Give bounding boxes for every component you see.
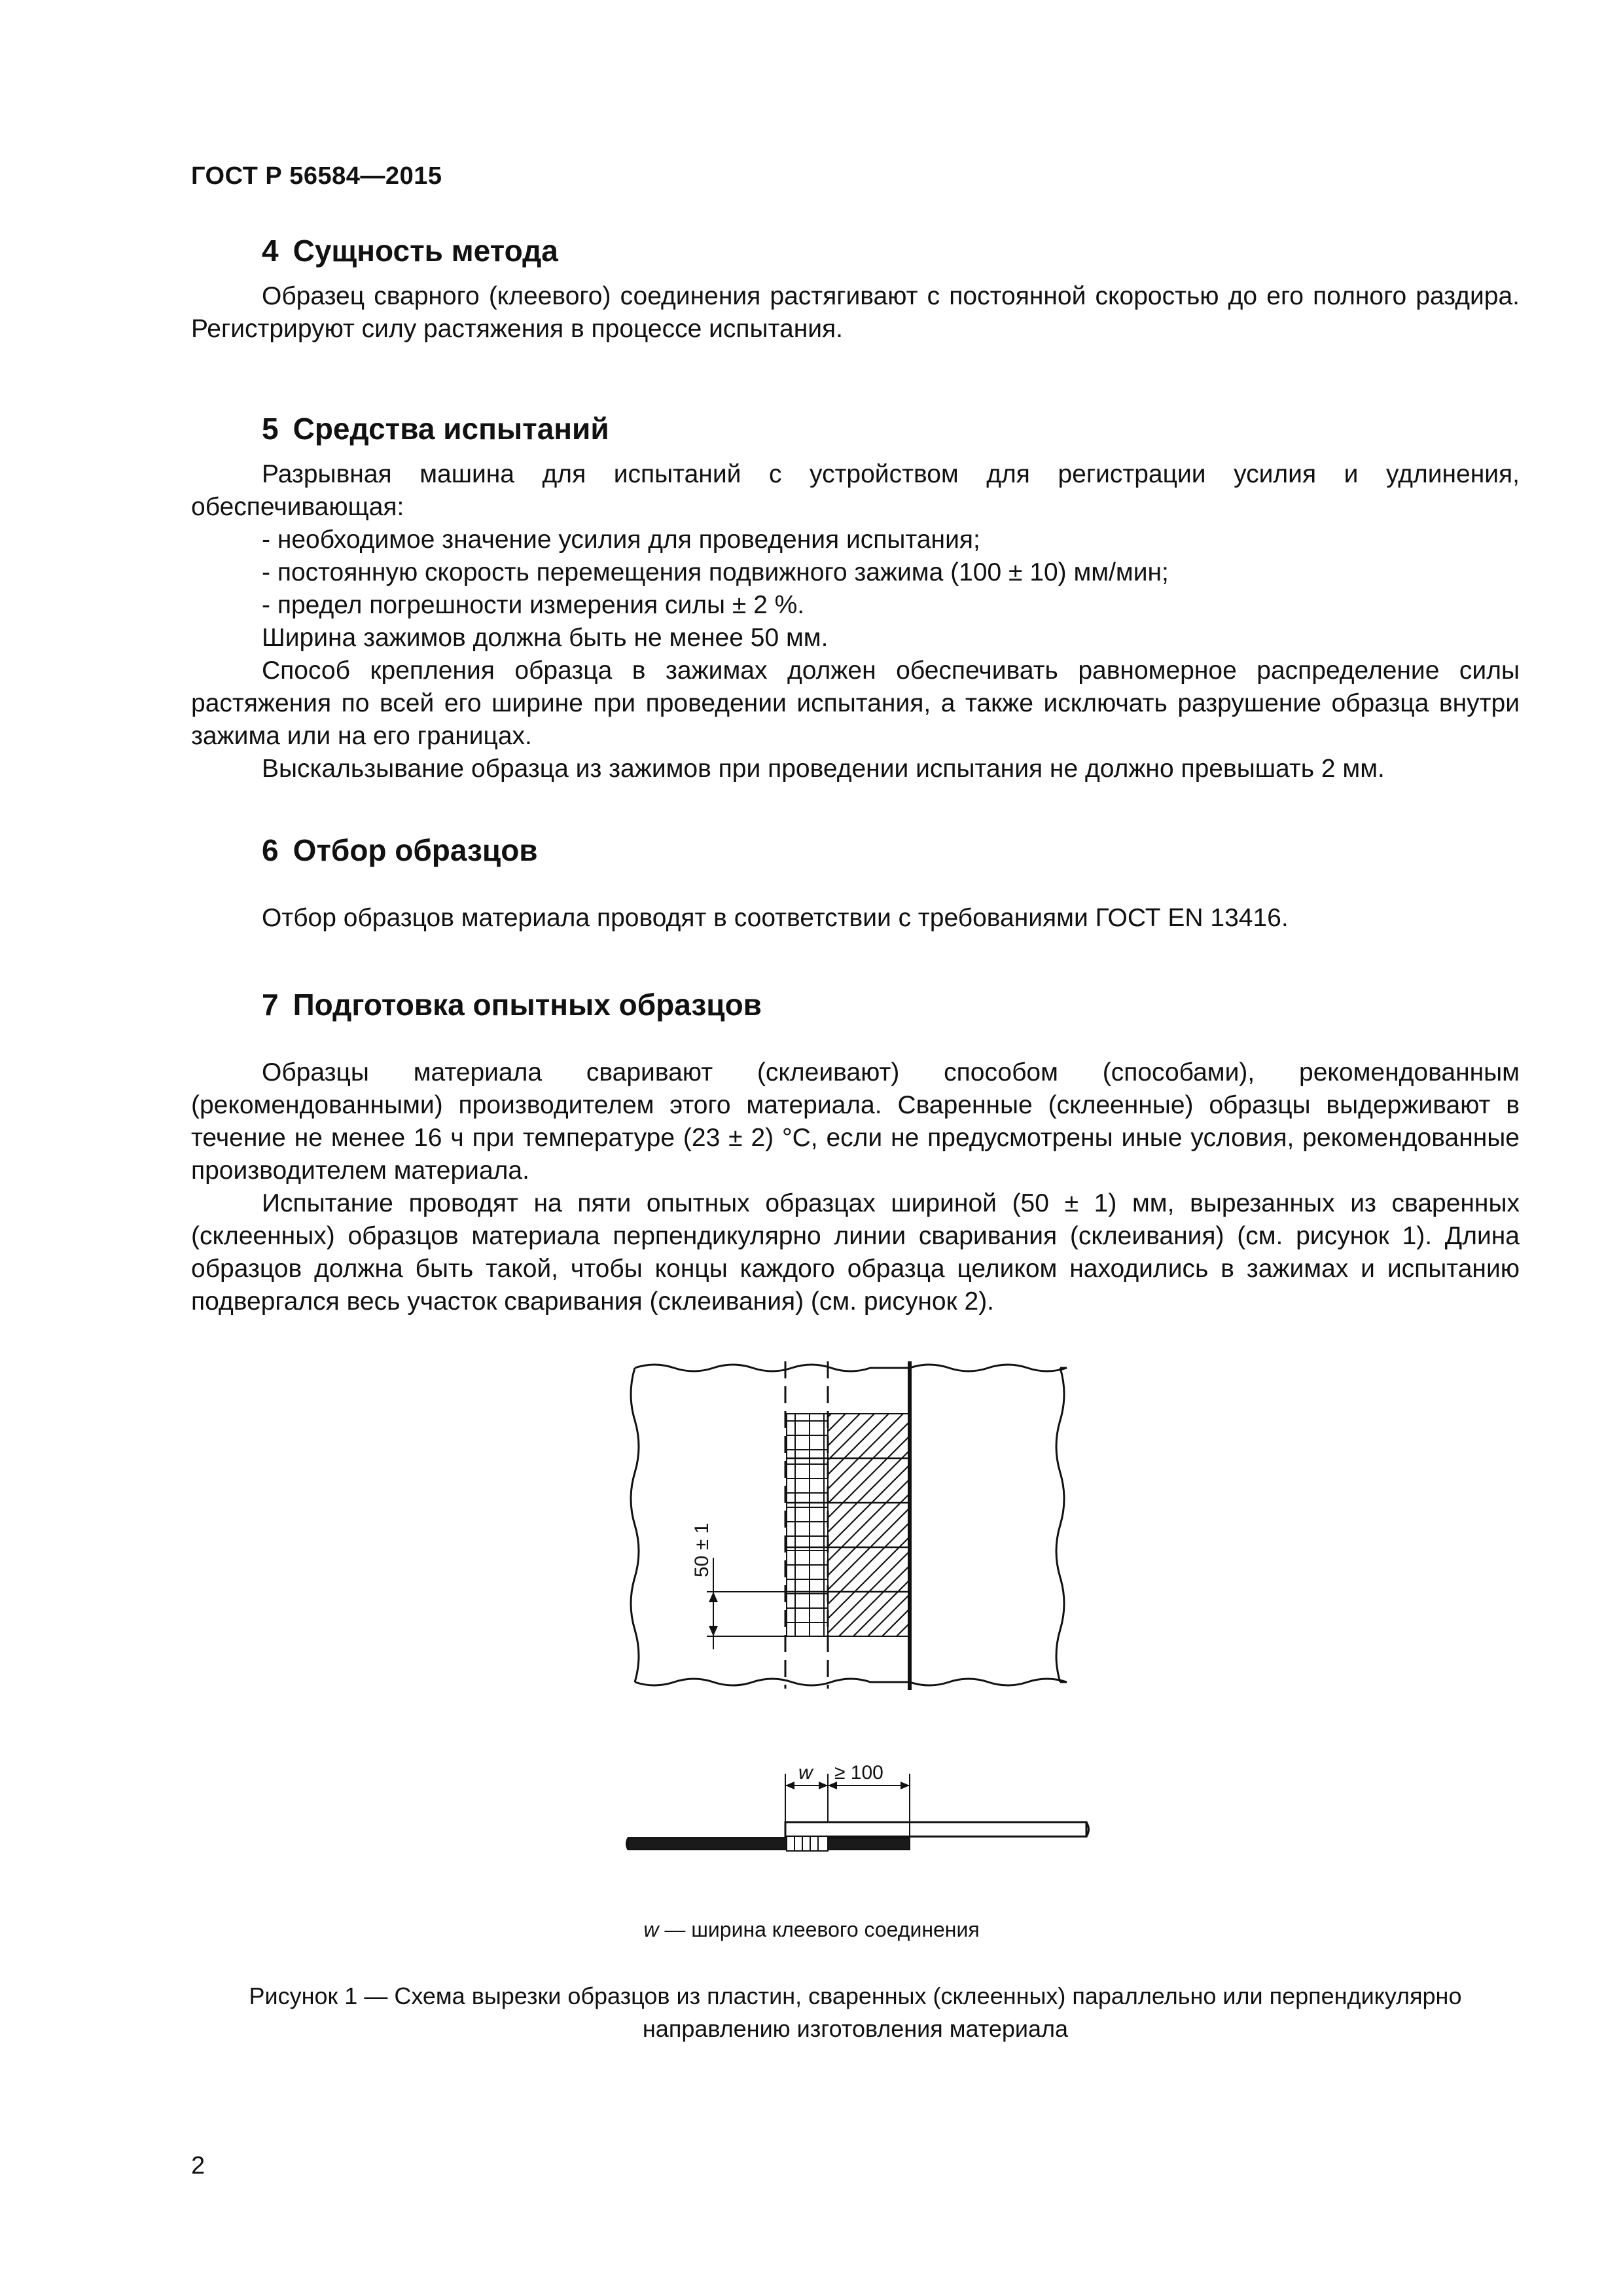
- dimension-w-label: w: [798, 1762, 813, 1784]
- section-number: 6: [262, 833, 279, 867]
- figure-1: [615, 1342, 1113, 1911]
- section-4-paragraph: Образец сварного (клеевого) соединения растягивают с постоянной скоростью до его полного раздира. Регистрируют силу растяжения в процессе испытания.: [191, 282, 1520, 343]
- section-number: 5: [262, 412, 279, 446]
- document-code: ГОСТ Р 56584—2015: [191, 162, 442, 190]
- section-number: 7: [262, 988, 279, 1022]
- section-view: [627, 1762, 1089, 1851]
- section-title: Средства испытаний: [293, 412, 609, 446]
- clamp-width-paragraph: Ширина зажимов должна быть не менее 50 мм.: [262, 624, 829, 652]
- section-4-heading: [262, 233, 558, 268]
- section-7-paragraph-2: Испытание проводят на пяти опытных образцах шириной (50 ± 1) мм, вырезанных из сваренных (склеенных) образцов материала перпендикулярно линии сваривания (склеивания) (см. рисунок 1). Длина образцов должна быть такой, чтобы концы каждого образца целиком находились в зажимах и испытанию подвергался весь участок сваривания (склеивания) (см. рисунок 2).: [191, 1189, 1520, 1316]
- section-title: Подготовка опытных образцов: [293, 988, 762, 1022]
- figure-1-drawing: [615, 1342, 1113, 1911]
- figure-caption-line: Рисунок 1 — Схема вырезки образцов из пластин, сваренных (склеенных) параллельно или перпендикулярно: [249, 1982, 1462, 2009]
- section-6-paragraph: Отбор образцов материала проводят в соответствии с требованиями ГОСТ EN 13416.: [262, 904, 1289, 932]
- list-item: - постоянную скорость перемещения подвижного зажима (100 ± 10) мм/мин;: [262, 558, 1169, 586]
- list-item: - предел погрешности измерения силы ± 2 %.: [262, 591, 805, 619]
- page-number: 2: [191, 2152, 205, 2179]
- clamp-fixing-paragraph: Способ крепления образца в зажимах должен обеспечивать равномерное распределение силы растяжения по всей его ширине при проведении испытания, а также исключать разрушение образца внутри зажима или на его границах.: [191, 656, 1520, 750]
- figure-caption: [191, 1980, 1520, 2045]
- dimension-sample-width-label: 50 ± 1: [691, 1522, 713, 1577]
- legend-text: — ширина клеевого соединения: [658, 1918, 980, 1941]
- slippage-paragraph: Выскальзывание образца из зажимов при проведении испытания не должно превышать 2 мм.: [262, 755, 1385, 783]
- section-title: Отбор образцов: [293, 833, 538, 867]
- section-5-intro: Разрывная машина для испытаний с устройством для регистрации усилия и удлинения, обеспечивающая:: [191, 460, 1520, 521]
- section-7-paragraph-1: Образцы материала сваривают (склеивают) способом (способами), рекомендованным (рекомендованными) производителем этого материала. Сваренные (склеенные) образцы выдерживают в течение не менее 16 ч при температуре (23 ± 2) °С, если не предусмотрены иные условия, рекомендованные производителем материала.: [191, 1058, 1520, 1185]
- dimension-length-label: ≥ 100: [834, 1762, 883, 1784]
- legend-variable: w: [643, 1918, 659, 1941]
- list-item: - необходимое значение усилия для проведения испытания;: [262, 526, 980, 554]
- section-number: 4: [262, 234, 279, 268]
- figure-caption-line: направлению изготовления материала: [642, 2015, 1069, 2042]
- figure-legend: [0, 1918, 1623, 1942]
- section-5-heading: [262, 411, 609, 446]
- section-7-heading: [262, 987, 762, 1022]
- section-6-heading: [262, 833, 538, 868]
- weld-zone: [787, 1414, 908, 1636]
- section-title: Сущность метода: [293, 234, 558, 268]
